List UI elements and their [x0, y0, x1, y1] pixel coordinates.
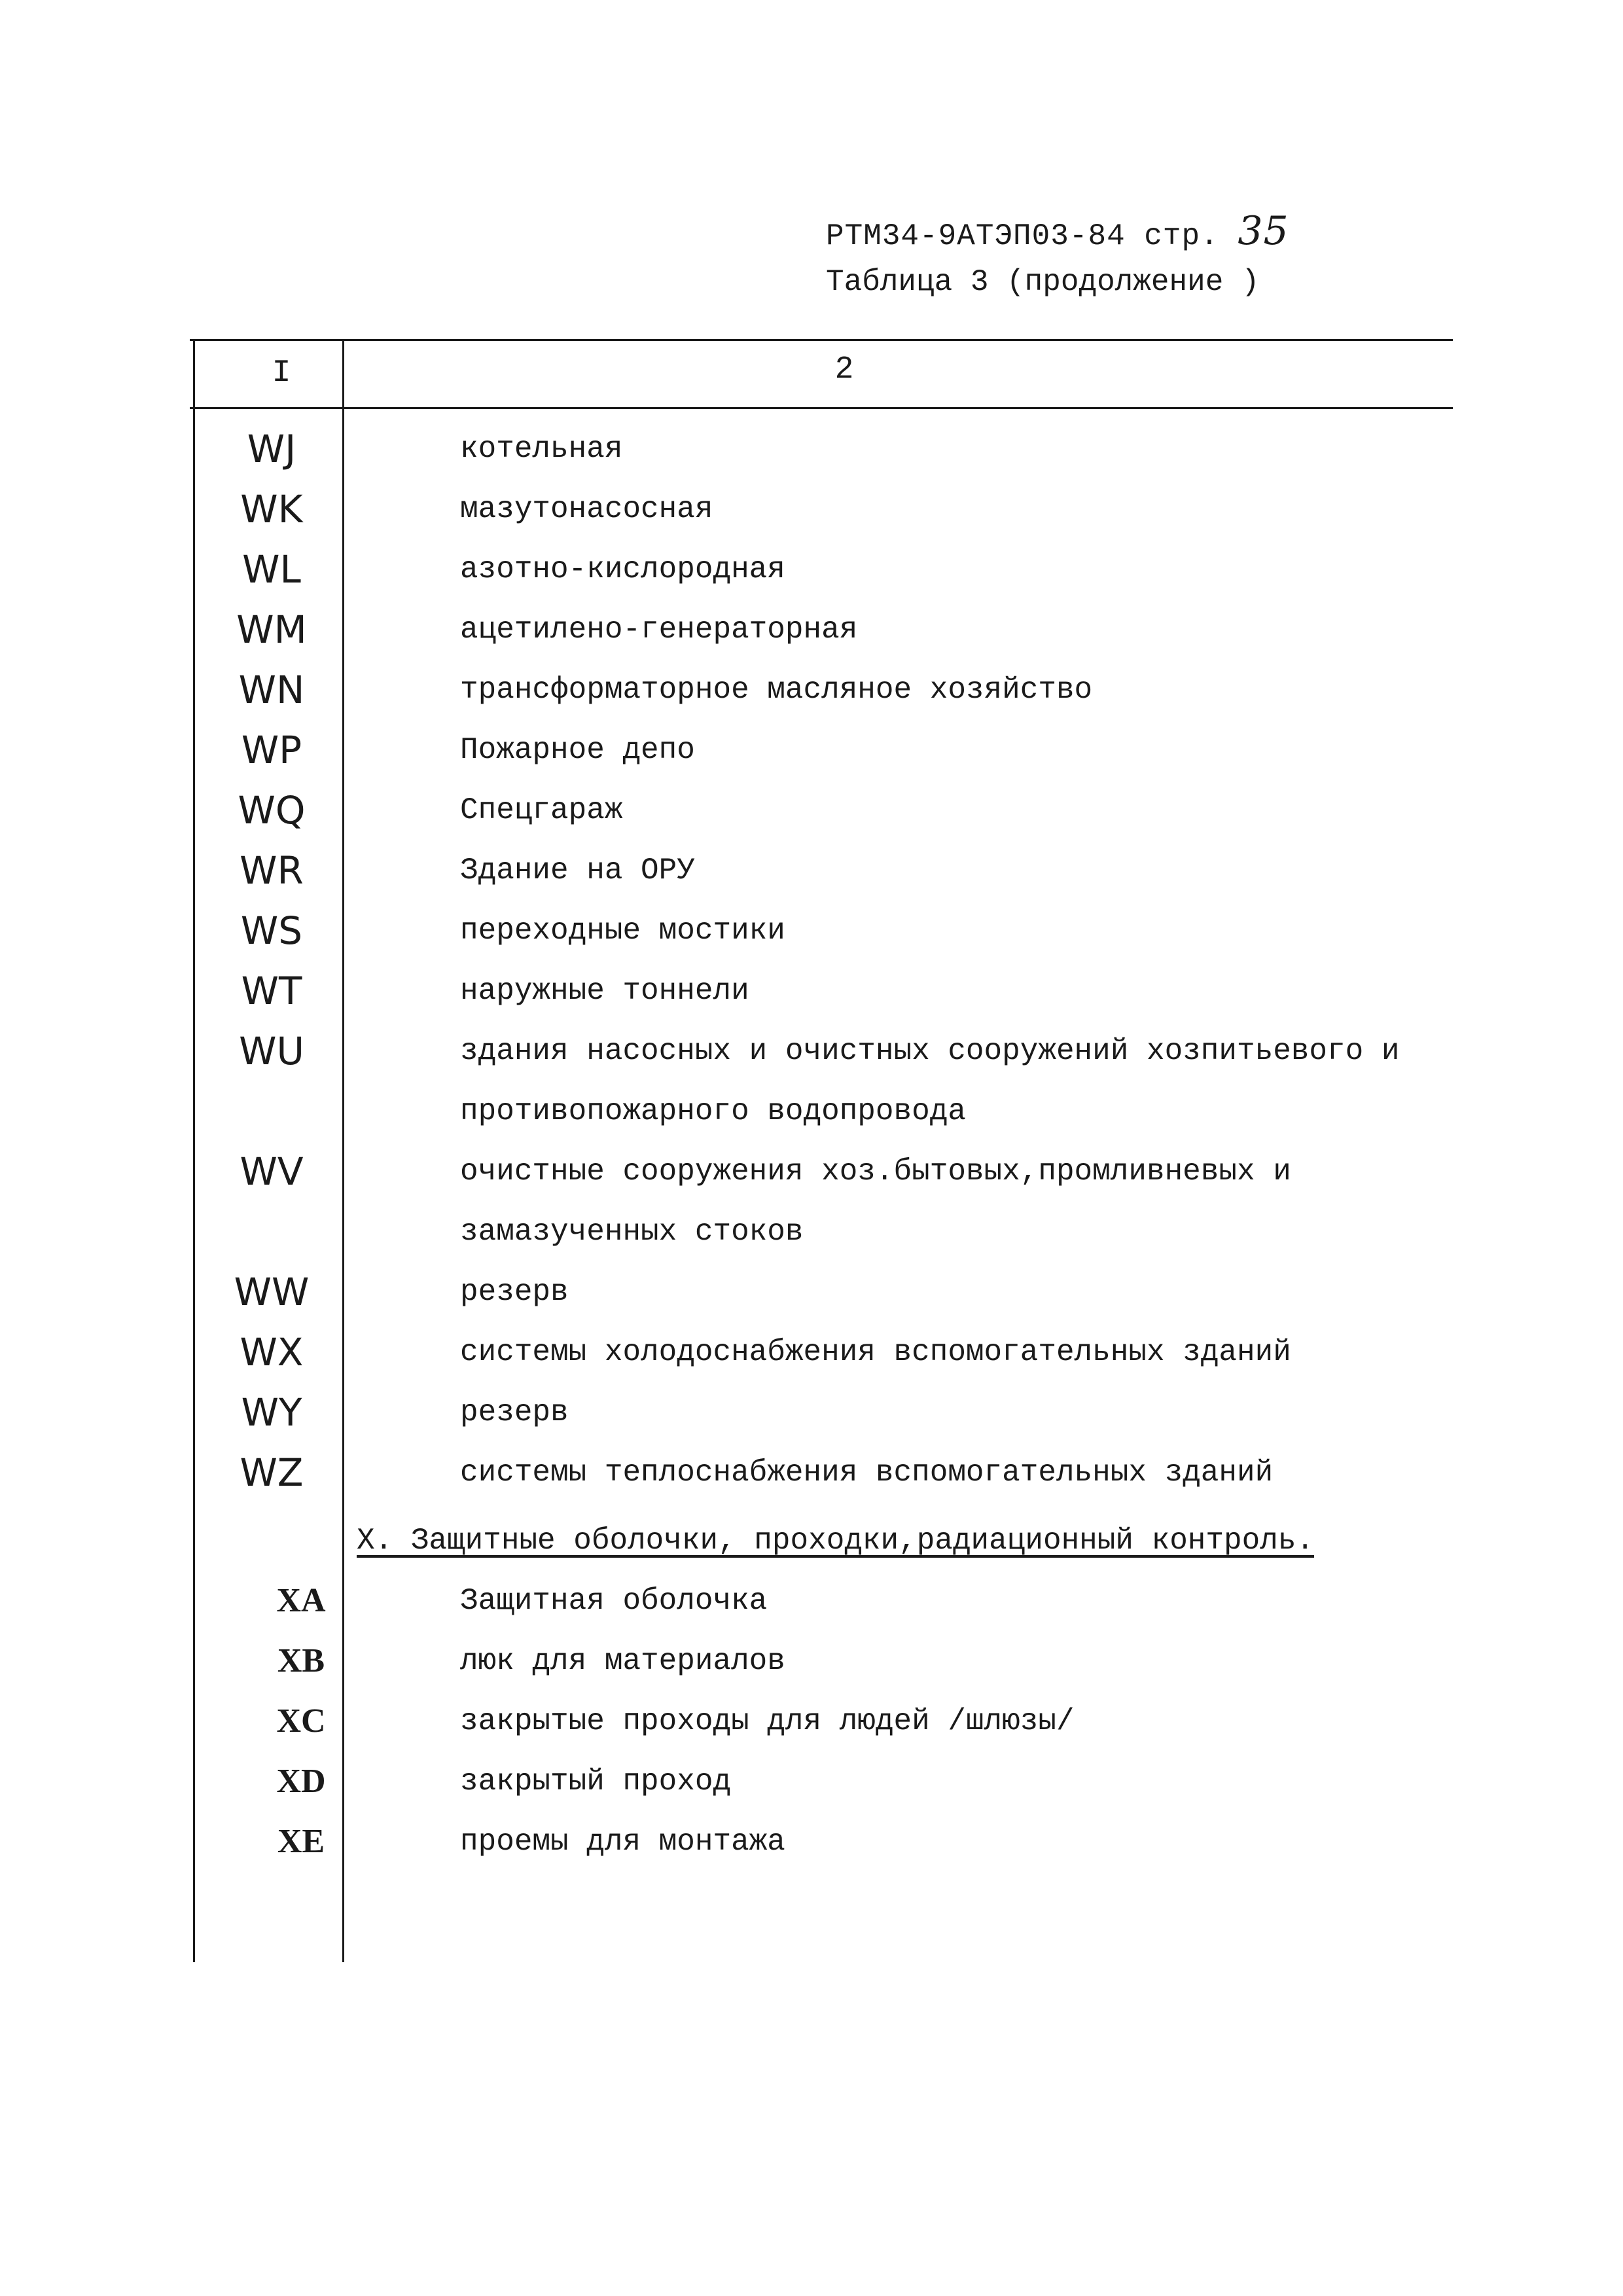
table-row [0, 720, 1623, 780]
table-row [0, 1021, 1623, 1081]
row-description: замазученных стоков [460, 1215, 804, 1249]
row-description: люк для материалов [460, 1644, 785, 1678]
row-description: очистные сооружения хоз.бытовых,промливневых и [460, 1155, 1291, 1189]
table-row [0, 479, 1623, 539]
row-description: азотно-кислородная [460, 552, 785, 586]
row-description: проемы для монтажа [460, 1825, 785, 1859]
row-description: Спецгараж [460, 793, 623, 827]
row-description: Защитная оболочка [460, 1584, 768, 1618]
table-row [0, 660, 1623, 720]
header-bottom-rule [190, 407, 1453, 409]
row-description: закрытый проход [460, 1765, 732, 1799]
row-code: WP [241, 728, 302, 772]
row-code: XD [276, 1763, 326, 1800]
row-code: WJ [247, 427, 296, 471]
row-description: резерв [460, 1395, 569, 1429]
row-description: системы холодоснабжения вспомогательных зданий [460, 1335, 1291, 1369]
table-row [0, 901, 1623, 961]
table-row [0, 1141, 1623, 1202]
row-description: котельная [460, 432, 623, 466]
doc-designation-line [826, 208, 1289, 259]
table-row [0, 780, 1623, 840]
table-row [0, 1571, 1623, 1631]
table-row [0, 539, 1623, 600]
row-description: здания насосных и очистных сооружений хозпитьевого и [460, 1034, 1400, 1068]
row-code: WQ [238, 788, 306, 833]
table-row [0, 840, 1623, 901]
table-row [0, 1631, 1623, 1691]
table-row [0, 419, 1623, 479]
table-row [0, 1751, 1623, 1812]
row-code: XE [277, 1823, 325, 1860]
column-1-header: I [272, 355, 291, 391]
table-caption: Таблица 3 (продолжение ) [826, 265, 1260, 299]
table-row [0, 1262, 1623, 1322]
row-description: резерв [460, 1275, 569, 1309]
row-description: закрытые проходы для людей /шлюзы/ [460, 1704, 1075, 1738]
row-code: WV [240, 1149, 304, 1194]
table-row-continuation [0, 1081, 1623, 1141]
page-label: стр. [1144, 219, 1219, 253]
table-row [0, 1382, 1623, 1443]
page-number: 35 [1238, 208, 1289, 254]
table-row [0, 1322, 1623, 1382]
row-description: системы теплоснабжения вспомогательных зданий [460, 1456, 1274, 1490]
row-code: WX [240, 1330, 304, 1374]
row-code: WU [239, 1029, 304, 1073]
row-description: трансформаторное масляное хозяйство [460, 673, 1093, 707]
row-description: Здание на ОРУ [460, 853, 695, 888]
table-top-rule [190, 339, 1453, 341]
doc-designation: РТМ34-9АТЭП03-84 [826, 219, 1126, 253]
row-code: XB [277, 1642, 325, 1679]
table-row [0, 1812, 1623, 1872]
table-row [0, 1443, 1623, 1503]
table-row-continuation [0, 1202, 1623, 1262]
row-code: WK [240, 487, 303, 531]
column-2-header: 2 [834, 352, 854, 387]
row-code: WY [241, 1390, 302, 1435]
row-description: наружные тоннели [460, 974, 749, 1008]
row-code: XC [276, 1702, 326, 1740]
row-description: переходные мостики [460, 914, 785, 948]
table-row [0, 961, 1623, 1021]
row-code: WM [236, 607, 307, 652]
row-description: противопожарного водопровода [460, 1094, 966, 1128]
row-code: WL [242, 547, 301, 592]
page-header [826, 208, 1289, 305]
row-code: WZ [240, 1450, 304, 1495]
row-code: WT [241, 969, 302, 1013]
row-code: WW [234, 1270, 310, 1314]
table-row [0, 600, 1623, 660]
section-heading: X. Защитные оболочки, проходки,радиационный контроль. [357, 1524, 1315, 1558]
row-description: мазутонасосная [460, 492, 713, 526]
row-description: ацетилено-генераторная [460, 613, 858, 647]
row-code: WR [240, 848, 304, 893]
row-code: XA [276, 1582, 326, 1619]
row-code: WN [238, 668, 305, 712]
row-description: Пожарное депо [460, 733, 695, 767]
table-row [0, 1691, 1623, 1751]
row-code: WS [240, 908, 303, 953]
